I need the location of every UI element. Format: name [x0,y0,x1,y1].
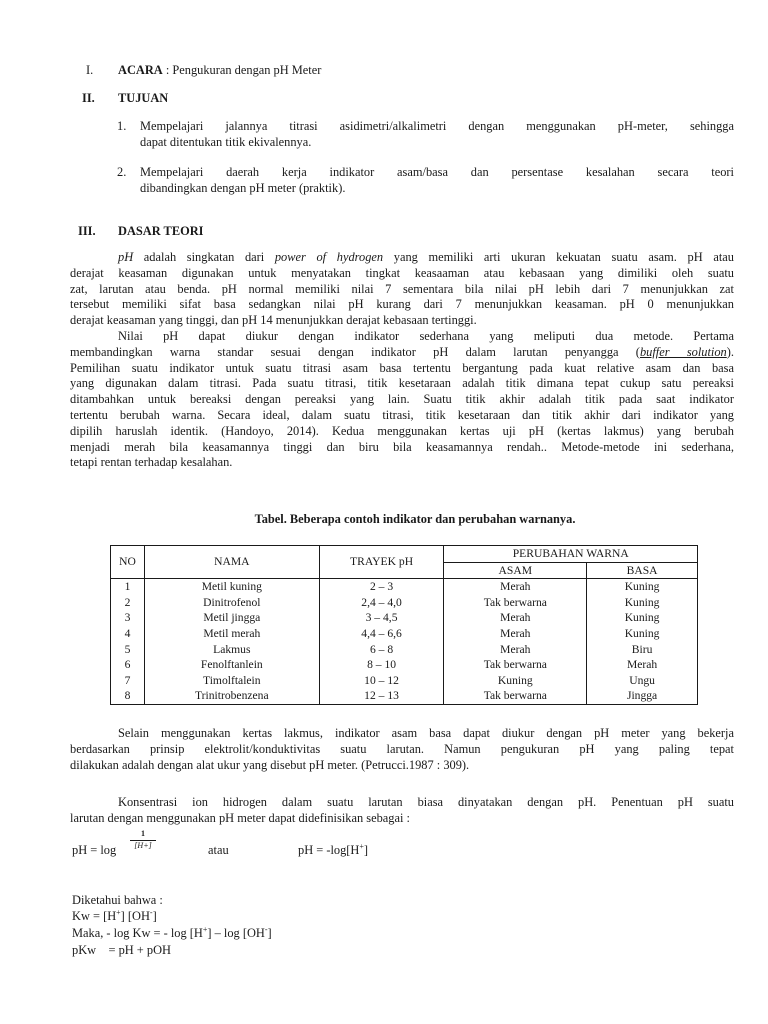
fraction-denominator: [H+] [134,841,152,850]
cell-trayek: 6 – 8 [319,642,444,658]
theory-p1-line: derajat keasaman yang tinggi, dan pH 14 menunjukkan derajat kebasaan tertinggi. [70,313,477,328]
theory-p1-line: tersebut memiliki sifat basa sedangkan nilai pH kurang dari 7 menunjukkan keasaman. pH 0 menunjukkan [70,297,734,312]
formula-rhs-sup: + [359,841,364,851]
section-1-heading [118,63,321,79]
cell-nama: Lakmus [144,642,319,658]
cell-no: 7 [111,673,145,689]
fraction-numerator: 1 [141,829,145,838]
kw-text: ] [152,909,157,923]
cell-no: 8 [111,688,145,704]
header-perubahan-warna: PERUBAHAN WARNA [444,546,698,563]
known-title: Diketahui bahwa : [72,893,163,907]
header-no: NO [111,546,145,579]
theory-p2-line: tertentu berubah warna. Secara ideal, dalam suatu titrasi, titik kesetaraan dan titik akhir dari indikator yang [70,407,734,422]
header-trayek: TRAYEK pH [319,546,444,579]
cell-trayek: 8 – 10 [319,657,444,673]
p4-line: Konsentrasi ion hidrogen dalam suatu larutan biasa dinyatakan dengan pH. Penentuan pH suatu [118,795,734,809]
section-1-number: I. [86,63,94,77]
cell-asam: Merah [444,642,587,658]
table-row [111,657,698,673]
maka-sup: + [202,924,208,934]
goal-2-number: 2. [117,165,127,179]
cell-basa: Kuning [587,626,698,642]
header-nama: NAMA [144,546,319,579]
cell-trayek: 4,4 – 6,6 [319,626,444,642]
section-2-title: TUJUAN [118,91,169,105]
formula-fraction [128,829,158,851]
cell-basa: Kuning [587,595,698,611]
table-row [111,642,698,658]
theory-p1-text: adalah singkatan dari [133,250,275,264]
goal-1-text [140,119,734,151]
cell-basa: Kuning [587,610,698,626]
goal-1-number: 1. [117,119,127,133]
formula-atau: atau [208,843,229,857]
cell-nama: Trinitrobenzena [144,688,319,704]
maka-equation [72,926,272,942]
cell-basa: Biru [587,642,698,658]
theory-p2-line: dipilih haruslah identik. (Handoyo, 2014). Kedua menggunakan kertas uji pH (kertas lakmus) yang berubah [70,423,734,438]
paragraph-ph-meter [70,726,734,773]
cell-basa: Kuning [587,579,698,595]
table-row [111,579,698,595]
cell-basa: Ungu [587,673,698,689]
table-row [111,688,698,704]
maka-text: ] – log [OH [207,926,265,940]
section-1-title: ACARA [118,63,163,77]
theory-p2-line: Nilai pH dapat diukur dengan indikator sederhana yang meliputi dua metode. Pertama [118,328,734,343]
cell-no: 3 [111,610,145,626]
cell-trayek: 2 – 3 [319,579,444,595]
cell-nama: Timolftalein [144,673,319,689]
cell-asam: Tak berwarna [444,688,587,704]
cell-trayek: 12 – 13 [319,688,444,704]
header-basa: BASA [587,562,698,579]
table-row [111,626,698,642]
cell-nama: Fenolftanlein [144,657,319,673]
indicator-table [110,545,698,705]
cell-trayek: 2,4 – 4,0 [319,595,444,611]
cell-no: 5 [111,642,145,658]
goal-1-line: dapat ditentukan titik ekivalennya. [140,134,312,149]
table-row [111,673,698,689]
section-3-title: DASAR TEORI [118,224,204,238]
cell-trayek: 10 – 12 [319,673,444,689]
kw-equation [72,909,157,925]
formula-rhs-text: ] [363,843,369,857]
theory-p1-line [70,250,734,266]
formula-rhs [298,843,368,859]
p3-line: dilakukan adalah dengan alat ukur yang disebut pH meter. (Petrucci.1987 : 309). [70,757,470,772]
header-asam: ASAM [444,562,587,579]
maka-text: ] [267,926,272,940]
section-3-number: III. [78,224,96,238]
kw-sup: + [116,907,121,917]
kw-sup: - [149,907,153,917]
paragraph-concentration [70,795,734,827]
cell-nama: Metil merah [144,626,319,642]
theory-p2-text: membandingkan warna standar sesuai dengan indikator pH dalam larutan penyangga ( [70,344,640,359]
kw-text: ] [OH [120,909,150,923]
cell-no: 6 [111,657,145,673]
kw-text: Kw = [H [72,909,117,923]
cell-no: 1 [111,579,145,595]
section-2-number: II. [82,91,95,105]
cell-no: 2 [111,595,145,611]
power-of-hydrogen-italic: power of hydrogen [274,250,384,264]
cell-asam: Merah [444,626,587,642]
section-1-text: : Pengukuran dengan pH Meter [162,63,322,77]
cell-basa: Jingga [587,688,698,704]
buffer-solution-link: buffer solution [639,344,727,359]
cell-asam: Merah [444,579,587,595]
table-caption: Tabel. Beberapa contoh indikator dan perubahan warnanya. [254,512,576,526]
p3-line: berdasarkan prinsip elektrolit/konduktivitas suatu larutan. Namun pengukuran pH yang paling tepat [70,741,734,756]
ph-italic: pH [118,250,134,264]
formula-rhs-text: pH = -log[H [298,843,360,857]
cell-no: 4 [111,626,145,642]
cell-basa: Merah [587,657,698,673]
theory-p2-line: ditambahkan untuk bereaksi dengan pereaksi yang lain. Suatu titik akhir adalah titik pada saat indikator [70,392,734,407]
theory-p2-line: Pemilihan suatu indikator untuk suatu titrasi asam basa tertentu bergantung pada kuat relative asam dan basa [70,360,734,375]
theory-paragraph-1 [70,250,734,471]
theory-p2-line: tetapi rentan terhadap kesalahan. [70,455,233,470]
theory-p2-line [70,345,734,361]
formula-lhs: pH = log [72,843,117,857]
cell-asam: Tak berwarna [444,657,587,673]
goal-1-line: Mempelajari jalannya titrasi asidimetri/alkalimetri dengan menggunakan pH-meter, sehingga [140,119,734,133]
theory-p2-line: menjadi merah bila keasamannya tinggi dan biru bila keasamannya rendah.. Metode-metode ini sederhana, [70,439,734,454]
goal-2-line: dibandingkan dengan pH meter (praktik). [140,180,346,195]
p3-line: Selain menggunakan kertas lakmus, indikator asam basa dapat diukur dengan pH meter yang bekerja [118,726,734,740]
cell-asam: Tak berwarna [444,595,587,611]
cell-nama: Metil kuning [144,579,319,595]
table-row [111,610,698,626]
pkw-equation: pKw = pH + pOH [72,943,171,957]
theory-p2-text: ). [726,344,734,359]
theory-p1-text: yang memiliki arti ukuran kekuatan suatu asam. pH atau [383,250,734,264]
theory-p1-line: zat, larutan atau benda. pH normal memiliki nilai 7 sementara bila nilai pH lebih dari 7 menunjukkan zat [70,281,734,296]
theory-p1-line: derajat keasaman digunakan untuk menyatakan tingkat keasaaman atau kebasaan yang dimiliki oleh suatu [70,265,734,280]
cell-nama: Metil jingga [144,610,319,626]
table-header-row [111,546,698,563]
cell-asam: Merah [444,610,587,626]
theory-p2-line: yang digunakan dalam titrasi. Pada suatu titrasi, titik kesetaraan adalah titik dimana tepat cukup satu pereaksi [70,376,734,391]
maka-text: Maka, - log Kw = - log [H [72,926,203,940]
maka-sup: - [264,924,268,934]
table-row [111,595,698,611]
cell-nama: Dinitrofenol [144,595,319,611]
goal-2-line: Mempelajari daerah kerja indikator asam/basa dan persentase kesalahan secara teori [140,165,734,179]
p4-line: larutan dengan menggunakan pH meter dapat didefinisikan sebagai : [70,810,410,825]
goal-2-text [140,165,734,197]
cell-asam: Kuning [444,673,587,689]
cell-trayek: 3 – 4,5 [319,610,444,626]
